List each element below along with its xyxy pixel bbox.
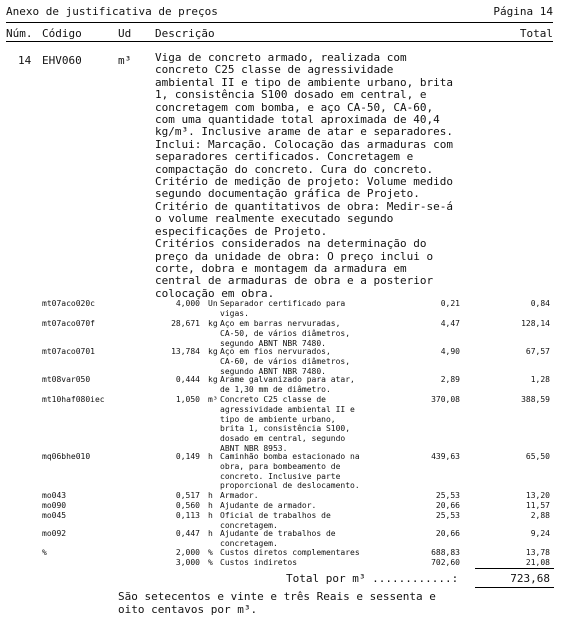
component-unit: m³ [208, 395, 218, 404]
component-description: Concreto C25 classe de agressividade ambiental II e tipo de ambiente urbano, brita 1, consistência S100, dosado em central, segundo ABNT NBR 8953. [220, 395, 355, 453]
component-quantity: 2,000 [175, 548, 200, 557]
component-quantity: 1,050 [175, 395, 200, 404]
total-label: Total por m³ ............: [286, 572, 459, 585]
component-code: mt10haf080iec [42, 395, 105, 404]
component-quantity: 0,560 [175, 501, 200, 510]
component-description: Ajudante de armador. [220, 501, 317, 510]
component-unit-price: 370,08 [431, 395, 460, 404]
component-quantity: 0,113 [175, 511, 200, 520]
component-unit: h [208, 491, 213, 500]
component-description: Oficial de trabalhos de concretagem. [220, 511, 331, 530]
component-total: 388,59 [521, 395, 550, 404]
component-quantity: 3,000 [175, 558, 200, 567]
component-quantity: 0,149 [175, 452, 200, 461]
component-quantity: 13,784 [171, 347, 200, 356]
component-description: Armador. [220, 491, 259, 500]
component-code: % [42, 548, 47, 557]
component-total: 128,14 [521, 319, 550, 328]
component-unit-price: 4,90 [440, 347, 460, 356]
component-unit: % [208, 558, 213, 567]
component-code: mo043 [42, 491, 67, 500]
document-title: Anexo de justificativa de preços [6, 5, 218, 18]
component-code: mo045 [42, 511, 67, 520]
component-quantity: 4,000 [175, 299, 200, 308]
total-value: 723,68 [510, 572, 550, 585]
column-header-code: Código [42, 27, 82, 40]
component-unit: % [208, 548, 213, 557]
component-description: Aço em fios nervurados, CA-60, de vários diâmetros, segundo ABNT NBR 7480. [220, 347, 351, 376]
component-total: 13,20 [525, 491, 550, 500]
component-quantity: 0,447 [175, 529, 200, 538]
component-code: mo092 [42, 529, 67, 538]
component-code: mq06bhe010 [42, 452, 91, 461]
component-unit: h [208, 452, 213, 461]
component-code: mt08var050 [42, 375, 91, 384]
component-unit: kg [208, 375, 218, 384]
component-total: 9,24 [530, 529, 550, 538]
component-description: Caminhão bomba estacionado na obra, para bombeamento de concreto. Inclusive parte proporcional de deslocamento. [220, 452, 360, 491]
component-total: 11,57 [525, 501, 550, 510]
component-unit-price: 688,83 [431, 548, 460, 557]
component-unit-price: 4,47 [440, 319, 460, 328]
item-number: 14 [18, 54, 32, 67]
component-unit-price: 702,60 [431, 558, 460, 567]
page-number: Página 14 [493, 5, 553, 18]
component-unit: h [208, 501, 213, 510]
component-description: Aço em barras nervuradas, CA-50, de vários diâmetros, segundo ABNT NBR 7480. [220, 319, 351, 348]
component-total: 65,50 [525, 452, 550, 461]
component-unit: Un [208, 299, 218, 308]
component-unit: h [208, 529, 213, 538]
component-total: 13,78 [525, 548, 550, 557]
component-unit-price: 25,53 [435, 511, 460, 520]
component-unit: kg [208, 347, 218, 356]
total-top-rule [475, 568, 554, 569]
component-total: 0,84 [530, 299, 550, 308]
component-code: mt07aco070f [42, 319, 95, 328]
component-quantity: 28,671 [171, 319, 200, 328]
component-unit-price: 0,21 [440, 299, 460, 308]
component-total: 67,57 [525, 347, 550, 356]
component-total: 2,88 [530, 511, 550, 520]
component-unit-price: 439,63 [431, 452, 460, 461]
component-description: Arame galvanizado para atar, de 1,30 mm de diâmetro. [220, 375, 355, 394]
component-total: 1,28 [530, 375, 550, 384]
component-unit-price: 20,66 [435, 529, 460, 538]
component-description: Custos diretos complementares [220, 548, 360, 557]
component-unit-price: 2,89 [440, 375, 460, 384]
component-quantity: 0,444 [175, 375, 200, 384]
item-description: Viga de concreto armado, realizada com concreto C25 classe de agressividade ambiental II e tipo de ambiente urbano, brita 1, consistência S100 dosado em central, e concretagem com bomba, e aço CA-50, CA-60, com uma quantidade total aproximada de 40,4 kg/m³. Inclusive arame de atar e separadores. Inclui: Marcação. Colocação das armaduras com separadores certificados. Concretagem e compactação do concreto. Cura do concreto. Critério de medição de projeto: Volume medido segundo documentação gráfica de Projeto. Critério de quantitativos de obra: Medir-se-á o volume realmente executado segundo especificações de Projeto. Critérios considerados na determinação do preço da unidade de obra: O preço inclui o corte, dobra e montagem da armadura em central de armaduras de obra e a posterior colocação em obra. [155, 51, 454, 300]
column-header-total: Total [519, 27, 553, 40]
item-code: EHV060 [42, 54, 82, 67]
component-description: Custos indiretos [220, 558, 298, 567]
component-total: 21,08 [525, 558, 550, 567]
column-header-description: Descrição [155, 27, 215, 40]
component-unit-price: 20,66 [435, 501, 460, 510]
component-description: Separador certificado para vigas. [220, 299, 346, 318]
item-unit: m³ [118, 54, 132, 67]
total-in-words: São setecentos e vinte e três Reais e sessenta e oito centavos por m³. [118, 590, 436, 616]
component-unit: h [208, 511, 213, 520]
column-header-unit: Ud [118, 27, 132, 40]
total-bottom-rule [475, 587, 554, 588]
component-code: mo090 [42, 501, 67, 510]
component-unit: kg [208, 319, 218, 328]
component-unit-price: 25,53 [435, 491, 460, 500]
component-quantity: 0,517 [175, 491, 200, 500]
component-code: mt07aco020c [42, 299, 95, 308]
component-code: mt07aco0701 [42, 347, 95, 356]
header-top-rule [6, 22, 553, 23]
column-header-num: Núm. [6, 27, 33, 40]
component-description: Ajudante de trabalhos de concretagem. [220, 529, 336, 548]
header-bottom-rule [6, 41, 553, 42]
